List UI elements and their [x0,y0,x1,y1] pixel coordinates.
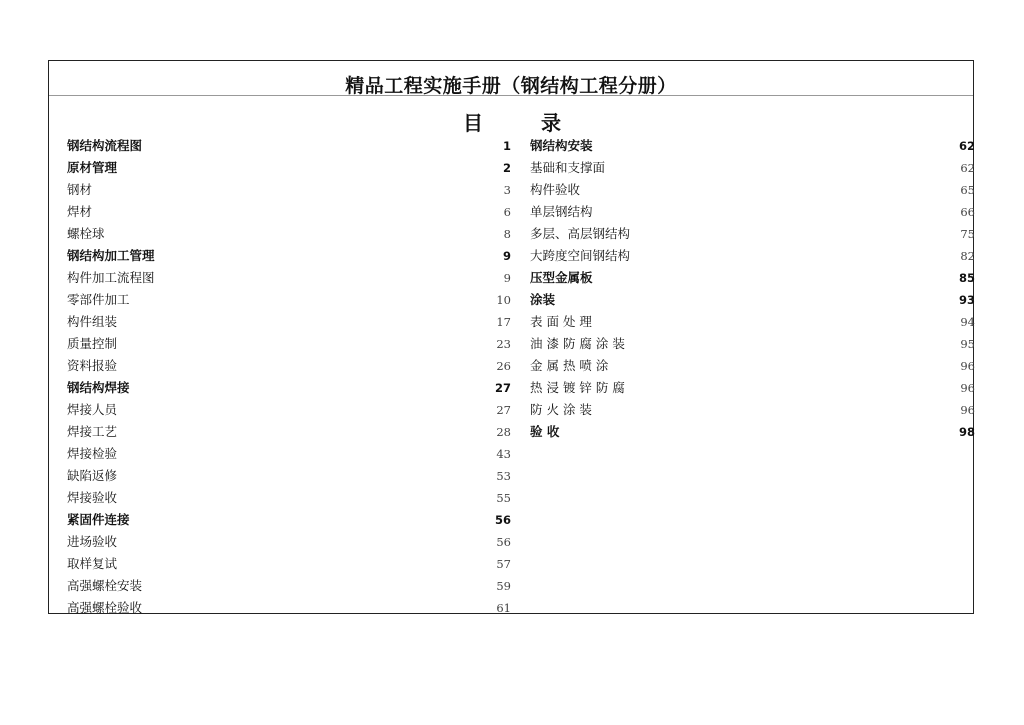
toc-entry-label: 缺陷返修 [67,468,118,483]
toc-entry-label: 取样复试 [67,556,118,571]
toc-entry-page: 94 [960,315,975,329]
document-frame [48,60,974,614]
toc-column-left [67,135,511,619]
toc-entry-page: 6 [503,205,511,219]
toc-entry-page: 23 [496,337,511,351]
toc-entry-page: 3 [503,183,511,197]
toc-entry-page: 27 [496,403,511,417]
toc-entry[interactable] [67,465,511,487]
toc-entry-page: 85 [958,271,975,285]
toc-entry-label: 钢结构加工管理 [67,248,155,263]
toc-entry[interactable] [530,399,975,421]
toc-entry-page: 96 [960,359,975,373]
toc-entry-page: 98 [958,425,975,439]
toc-entry[interactable] [530,333,975,355]
toc-entry[interactable] [530,267,975,289]
toc-entry-page: 82 [960,249,975,263]
toc-entry-label: 零部件加工 [67,292,130,307]
toc-entry-page: 62 [958,139,975,153]
toc-entry-label: 单层钢结构 [530,204,593,219]
toc-entry[interactable] [67,531,511,553]
toc-entry[interactable] [67,311,511,333]
toc-entry-page: 59 [496,579,511,593]
toc-entry-page: 56 [496,535,511,549]
toc-entry-label: 构件组装 [67,314,118,329]
toc-entry[interactable] [67,509,511,531]
toc-entry-label: 表 面 处 理 [530,314,592,329]
toc-entry-page: 55 [496,491,511,505]
toc-entry-page: 8 [503,227,511,241]
toc-entry[interactable] [67,245,511,267]
toc-column-right [530,135,975,443]
toc-heading-left: 目 [463,111,483,135]
toc-entry-page: 1 [502,139,511,153]
toc-entry[interactable] [67,575,511,597]
toc-entry[interactable] [67,487,511,509]
toc-entry-page: 57 [496,557,511,571]
toc-entry[interactable] [530,245,975,267]
toc-entry-label: 焊接人员 [67,402,118,417]
toc-entry[interactable] [530,223,975,245]
document-title: 精品工程实施手册（钢结构工程分册） [345,75,677,97]
toc-entry-label: 高强螺栓安装 [67,578,143,593]
toc-entry[interactable] [67,443,511,465]
toc-entry-label: 进场验收 [67,534,118,549]
toc-entry-page: 65 [960,183,975,197]
toc-entry-label: 钢结构安装 [530,138,593,153]
toc-entry-page: 27 [494,381,511,395]
toc-entry-page: 9 [502,249,511,263]
toc-entry-page: 17 [496,315,511,329]
toc-entry-page: 96 [960,381,975,395]
toc-heading-right: 录 [541,111,561,135]
toc-entry-label: 焊材 [67,204,93,219]
toc-entry[interactable] [67,179,511,201]
toc-entry[interactable] [67,201,511,223]
toc-entry-label: 金 属 热 喷 涂 [530,358,609,373]
toc-entry-label: 验 收 [530,424,560,439]
toc-entry-page: 62 [960,161,975,175]
toc-entry[interactable] [530,289,975,311]
toc-entry[interactable] [67,157,511,179]
toc-entry[interactable] [67,333,511,355]
toc-entry-label: 原材管理 [67,160,118,175]
toc-entry[interactable] [530,355,975,377]
toc-entry-label: 防 火 涂 装 [530,402,592,417]
toc-entry[interactable] [67,421,511,443]
toc-entry-page: 66 [960,205,975,219]
toc-entry-page: 95 [960,337,975,351]
toc-entry[interactable] [530,421,975,443]
toc-entry-label: 高强螺栓验收 [67,600,143,615]
toc-entry-page: 26 [496,359,511,373]
toc-entry-label: 紧固件连接 [67,512,130,527]
toc-entry-label: 焊接检验 [67,446,118,461]
toc-entry-page: 43 [496,447,511,461]
toc-entry-page: 28 [496,425,511,439]
toc-entry[interactable] [67,355,511,377]
toc-entry[interactable] [530,311,975,333]
toc-entry[interactable] [530,377,975,399]
toc-entry[interactable] [530,201,975,223]
toc-entry[interactable] [67,597,511,619]
toc-entry-label: 资料报验 [67,358,118,373]
toc-entry[interactable] [67,377,511,399]
toc-entry-page: 10 [496,293,511,307]
toc-entry-label: 螺栓球 [67,226,105,241]
toc-entry[interactable] [530,135,975,157]
toc-entry-label: 钢结构流程图 [67,138,143,153]
toc-entry[interactable] [67,399,511,421]
toc-entry-label: 涂装 [530,292,556,307]
toc-entry-page: 75 [960,227,975,241]
toc-entry-page: 96 [960,403,975,417]
toc-entry-page: 61 [496,601,511,615]
toc-entry[interactable] [67,223,511,245]
toc-entry-label: 焊接工艺 [67,424,118,439]
toc-entry-label: 构件加工流程图 [67,270,155,285]
toc-entry-page: 9 [503,271,511,285]
toc-entry-label: 焊接验收 [67,490,118,505]
toc-entry-label: 大跨度空间钢结构 [530,248,631,263]
toc-entry-page: 2 [502,161,511,175]
toc-entry[interactable] [67,267,511,289]
toc-entry[interactable] [67,135,511,157]
toc-entry-label: 钢结构焊接 [67,380,130,395]
title-divider [49,95,973,96]
toc-entry[interactable] [67,289,511,311]
toc-entry-page: 93 [958,293,975,307]
toc-entry-label: 基础和支撑面 [530,160,606,175]
toc-entry-label: 钢材 [67,182,93,197]
toc-entry-label: 多层、高层钢结构 [530,226,631,241]
toc-entry[interactable] [67,553,511,575]
toc-entry-page: 56 [494,513,511,527]
toc-entry[interactable] [530,157,975,179]
toc-entry-page: 53 [496,469,511,483]
toc-entry-label: 油 漆 防 腐 涂 装 [530,336,625,351]
toc-entry-label: 热 浸 镀 锌 防 腐 [530,380,625,395]
toc-entry-label: 压型金属板 [530,270,593,285]
toc-entry-label: 质量控制 [67,336,118,351]
toc-entry-label: 构件验收 [530,182,581,197]
toc-entry[interactable] [530,179,975,201]
